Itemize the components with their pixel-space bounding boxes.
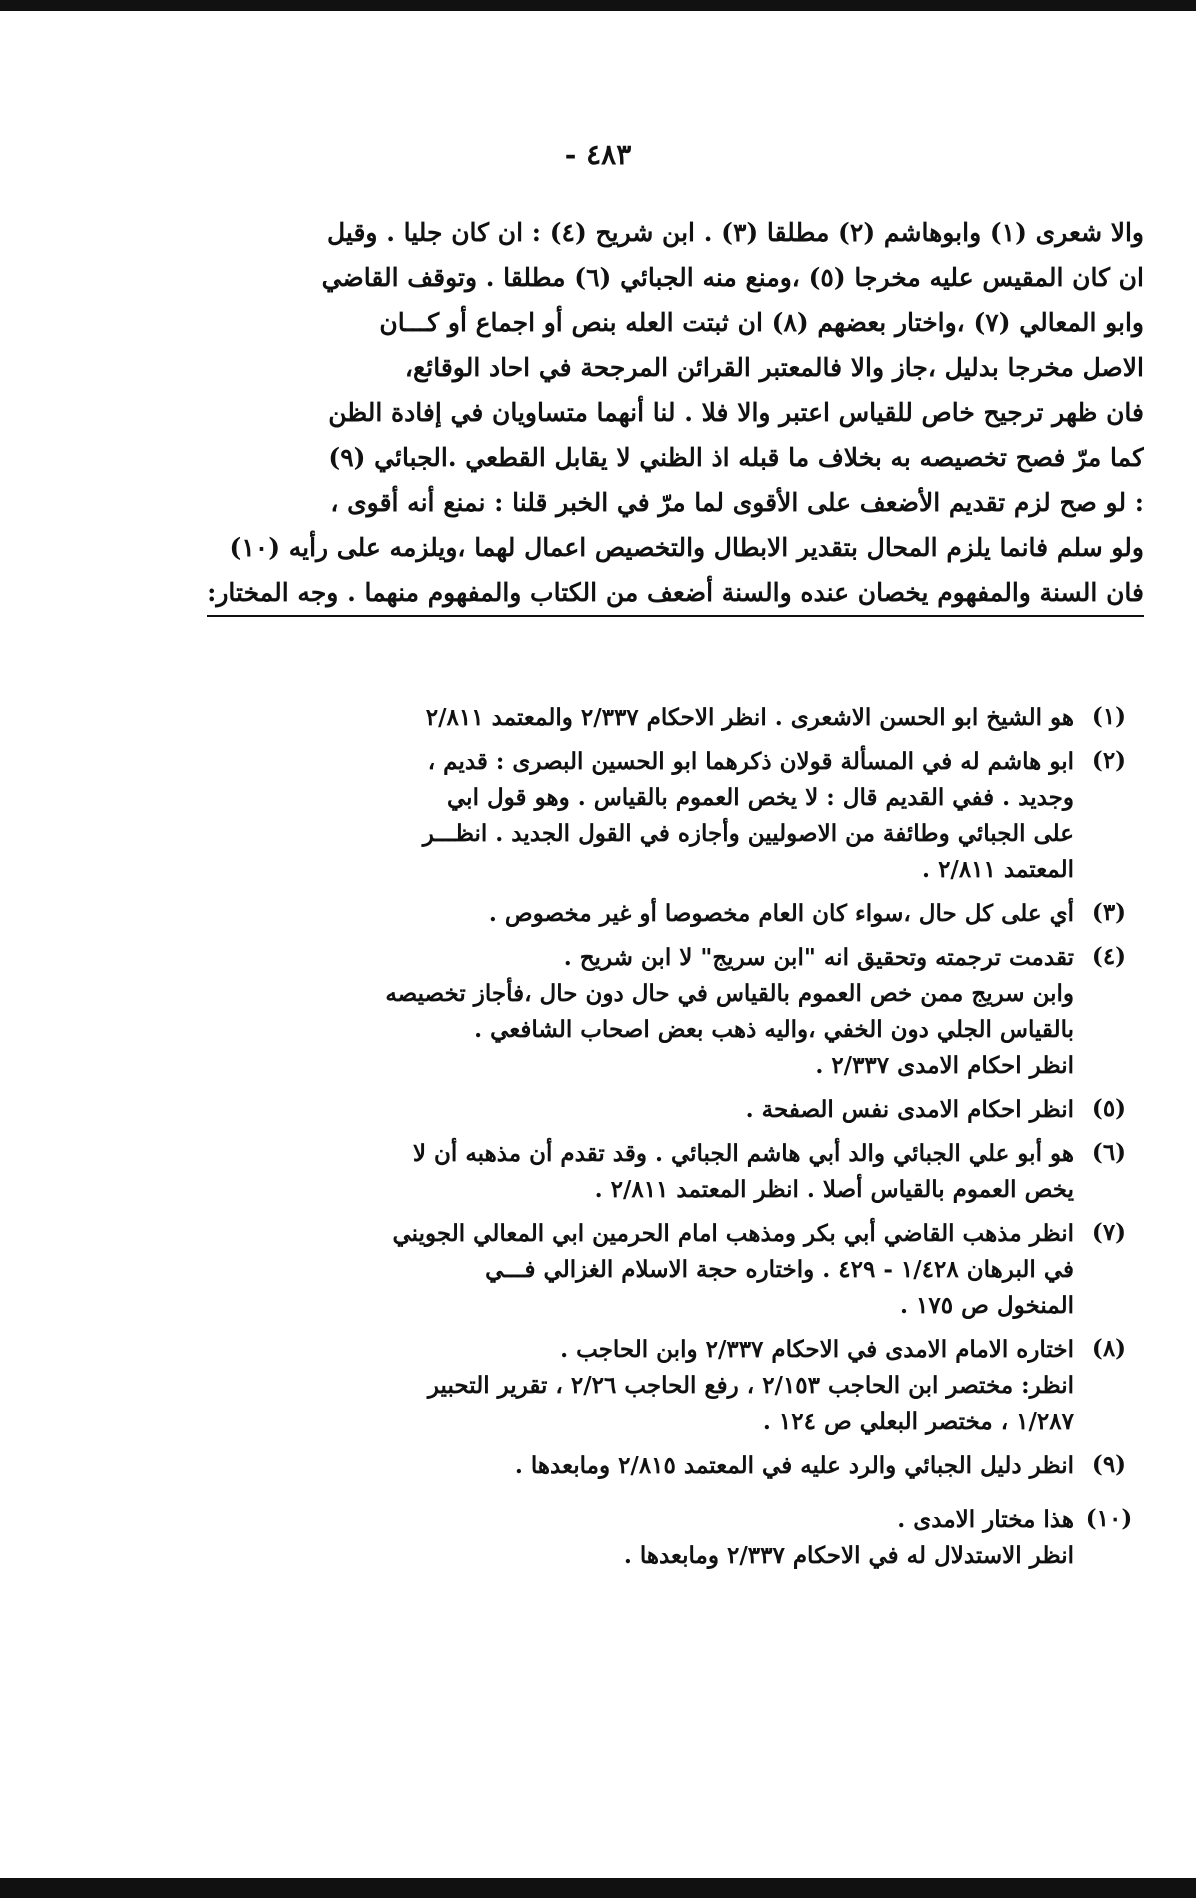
footnote-line: يخص العموم بالقياس أصلا . انظر المعتمد ٢/٨١١ . bbox=[594, 1176, 1074, 1203]
footnote-body bbox=[144, 744, 1074, 888]
footnote-body bbox=[144, 1502, 1074, 1574]
footnote bbox=[144, 896, 1144, 932]
main-text-line: ولو سلم فانما يلزم المحال بتقدير الابطال والتخصيص اعمال لهما ،ويلزمه على رأيه (١٠) bbox=[229, 533, 1144, 562]
footnote-line: هذا مختار الامدى . bbox=[897, 1506, 1074, 1533]
footnote-body bbox=[144, 940, 1074, 1084]
main-text-line: فان السنة والمفهوم يخصان عنده والسنة أضعف من الكتاب والمفهوم منهما . وجه المختار: bbox=[207, 570, 1144, 617]
footnote bbox=[144, 1502, 1144, 1574]
scan-bottom-edge bbox=[0, 1878, 1196, 1898]
footnote-line: وابن سريج ممن خص العموم بالقياس في حال دون حال ،فأجاز تخصيصه bbox=[385, 980, 1074, 1007]
footnote-line: انظر مذهب القاضي أبي بكر ومذهب امام الحرمين ابي المعالي الجويني bbox=[392, 1220, 1074, 1247]
footnote-line: اختاره الامام الامدى في الاحكام ٢/٣٣٧ وابن الحاجب . bbox=[560, 1336, 1074, 1363]
footnote-line: المعتمد ٢/٨١١ . bbox=[922, 856, 1074, 883]
main-text-line: ان كان المقيس عليه مخرجا (٥) ،ومنع منه الجبائي (٦) مطلقا . وتوقف القاضي bbox=[321, 263, 1144, 292]
footnote-line: في البرهان ١/٤٢٨ - ٤٢٩ . واختاره حجة الاسلام الغزالي فـــي bbox=[485, 1256, 1074, 1283]
footnote-line: انظر احكام الامدى ٢/٣٣٧ . bbox=[815, 1052, 1074, 1079]
main-text-line: وابو المعالي (٧) ،واختار بعضهم (٨) ان ثبتت العله بنص أو اجماع أو كـــان bbox=[379, 308, 1144, 337]
footnote bbox=[144, 940, 1144, 1084]
footnote-number: (١٠) bbox=[1085, 1505, 1133, 1532]
main-text-line: والا شعرى (١) وابوهاشم (٢) مطلقا (٣) . ابن شريح (٤) : ان كان جليا . وقيل bbox=[326, 218, 1144, 247]
footnote-line: ابو هاشم له في المسألة قولان ذكرهما ابو الحسين البصرى : قديم ، bbox=[427, 748, 1074, 775]
main-text-line: فان ظهر ترجيح خاص للقياس اعتبر والا فلا . لنا أنهما متساويان في إفادة الظن bbox=[328, 398, 1144, 427]
footnote-line: انظر دليل الجبائي والرد عليه في المعتمد ٢/٨١٥ ومابعدها . bbox=[514, 1452, 1074, 1479]
footnote-number: (٣) bbox=[1091, 899, 1127, 926]
footnote-body bbox=[144, 1092, 1074, 1128]
footnote-line: وجديد . ففي القديم قال : لا يخص العموم بالقياس . وهو قول ابي bbox=[447, 784, 1074, 811]
footnote bbox=[144, 1448, 1144, 1484]
footnote-line: على الجبائي وطائفة من الاصوليين وأجازه في القول الجديد . انظـــر bbox=[422, 820, 1074, 847]
footnote-body bbox=[144, 896, 1074, 932]
footnote bbox=[144, 1092, 1144, 1128]
footnote-line: تقدمت ترجمته وتحقيق انه "ابن سريج" لا ابن شريح . bbox=[563, 944, 1074, 971]
footnote-body bbox=[144, 1448, 1074, 1484]
footnote-line: المنخول ص ١٧٥ . bbox=[900, 1292, 1074, 1319]
footnote bbox=[144, 1216, 1144, 1324]
footnote bbox=[144, 744, 1144, 888]
main-text-line: الاصل مخرجا بدليل ،جاز والا فالمعتبر القرائن المرجحة في احاد الوقائع، bbox=[404, 353, 1144, 382]
main-text-line: : لو صح لزم تقديم الأضعف على الأقوى لما مرّ في الخبر قلنا : نمنع أنه أقوى ، bbox=[330, 488, 1144, 517]
footnote-number: (٦) bbox=[1091, 1139, 1127, 1166]
footnote bbox=[144, 700, 1144, 736]
main-text-line: كما مرّ فصح تخصيصه به بخلاف ما قبله اذ الظني لا يقابل القطعي .الجبائي (٩) bbox=[328, 443, 1144, 472]
footnote-body bbox=[144, 1136, 1074, 1208]
page-number: ٤٨٣ - bbox=[564, 138, 632, 171]
footnote bbox=[144, 1332, 1144, 1440]
footnote-line: ١/٢٨٧ ، مختصر البعلي ص ١٢٤ . bbox=[762, 1408, 1074, 1435]
footnote-number: (٥) bbox=[1091, 1095, 1127, 1122]
footnote-number: (٤) bbox=[1091, 943, 1127, 970]
footnote-number: (٢) bbox=[1091, 747, 1127, 774]
footnotes-section bbox=[144, 700, 1144, 1582]
footnote-line: هو أبو علي الجبائي والد أبي هاشم الجبائي . وقد تقدم أن مذهبه أن لا bbox=[412, 1140, 1074, 1167]
footnote-body bbox=[144, 700, 1074, 736]
footnote-line: بالقياس الجلي دون الخفي ،واليه ذهب بعض اصحاب الشافعي . bbox=[474, 1016, 1074, 1043]
footnote-line: هو الشيخ ابو الحسن الاشعرى . انظر الاحكام ٢/٣٣٧ والمعتمد ٢/٨١١ bbox=[425, 704, 1074, 731]
footnote-number: (٨) bbox=[1091, 1335, 1127, 1362]
main-text-block bbox=[154, 210, 1144, 621]
footnote-number: (٩) bbox=[1091, 1451, 1127, 1478]
footnote-line: انظر احكام الامدى نفس الصفحة . bbox=[745, 1096, 1074, 1123]
footnote-line: انظر: مختصر ابن الحاجب ٢/١٥٣ ، رفع الحاجب ٢/٢٦ ، تقرير التحبير bbox=[427, 1372, 1074, 1399]
footnote bbox=[144, 1136, 1144, 1208]
footnote-body bbox=[144, 1332, 1074, 1440]
scan-top-edge bbox=[0, 0, 1196, 11]
footnote-spacer bbox=[144, 1492, 1144, 1502]
footnote-number: (١) bbox=[1091, 703, 1127, 730]
footnote-line: انظر الاستدلال له في الاحكام ٢/٣٣٧ ومابعدها . bbox=[623, 1542, 1074, 1569]
footnote-line: أي على كل حال ،سواء كان العام مخصوصا أو غير مخصوص . bbox=[488, 900, 1074, 927]
footnote-number: (٧) bbox=[1091, 1219, 1127, 1246]
footnote-body bbox=[144, 1216, 1074, 1324]
